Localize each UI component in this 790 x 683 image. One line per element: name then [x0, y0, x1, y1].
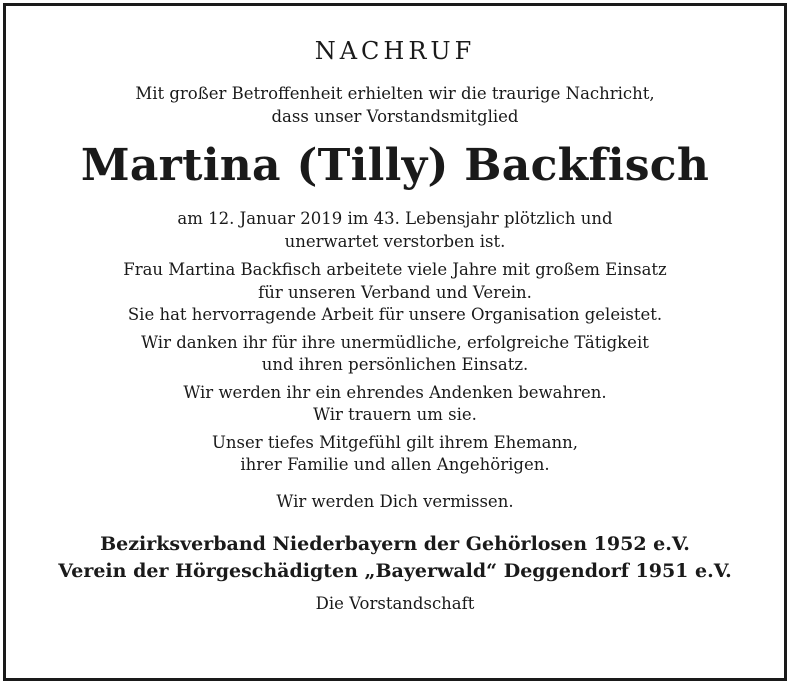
signoff: Die Vorstandschaft: [315, 593, 475, 613]
paragraph-line: Wir danken ihr für ihre unermüdliche, erfolgreiche Tätigkeit: [141, 332, 649, 352]
paragraph-condolences: [0, 432, 790, 477]
paragraph-line: Unser tiefes Mitgefühl gilt ihrem Ehemann,: [211, 432, 579, 452]
paragraph-thanks: [0, 332, 790, 377]
notice-heading: NACHRUF: [314, 37, 476, 65]
paragraph-line: Wir werden ihr ein ehrendes Andenken bewahren.: [183, 382, 607, 402]
organizations: [0, 531, 790, 585]
paragraph-line: Sie hat hervorragende Arbeit für unsere Organisation geleistet.: [127, 305, 663, 324]
organization-name: Bezirksverband Niederbayern der Gehörlosen 1952 e.V.: [100, 532, 690, 555]
paragraph-line: ihrer Familie und allen Angehörigen.: [240, 455, 550, 474]
intro-line: Mit großer Betroffenheit erhielten wir die traurige Nachricht,: [135, 84, 655, 103]
deceased-name: Martina (Tilly) Backfisch: [80, 140, 710, 191]
paragraph-line: für unseren Verband und Verein.: [258, 282, 532, 302]
paragraph-line: unerwartet verstorben ist.: [284, 231, 506, 251]
paragraph-remembrance: [0, 382, 790, 427]
paragraph-work: [0, 259, 790, 327]
paragraph-line: Wir trauern um sie.: [313, 405, 477, 424]
intro-line: dass unser Vorstandsmitglied: [271, 107, 519, 126]
paragraph-line: und ihren persönlichen Einsatz.: [261, 355, 529, 374]
closing-line: Wir werden Dich vermissen.: [276, 491, 514, 511]
paragraph-line: Frau Martina Backfisch arbeitete viele Jahre mit großem Einsatz: [123, 260, 667, 279]
paragraph-death-date: [0, 208, 790, 253]
paragraph-line: am 12. Januar 2019 im 43. Lebensjahr plötzlich und: [177, 209, 613, 228]
organization-name: Verein der Hörgeschädigten „Bayerwald“ Deggendorf 1951 e.V.: [58, 559, 732, 582]
intro-text: [0, 82, 790, 128]
